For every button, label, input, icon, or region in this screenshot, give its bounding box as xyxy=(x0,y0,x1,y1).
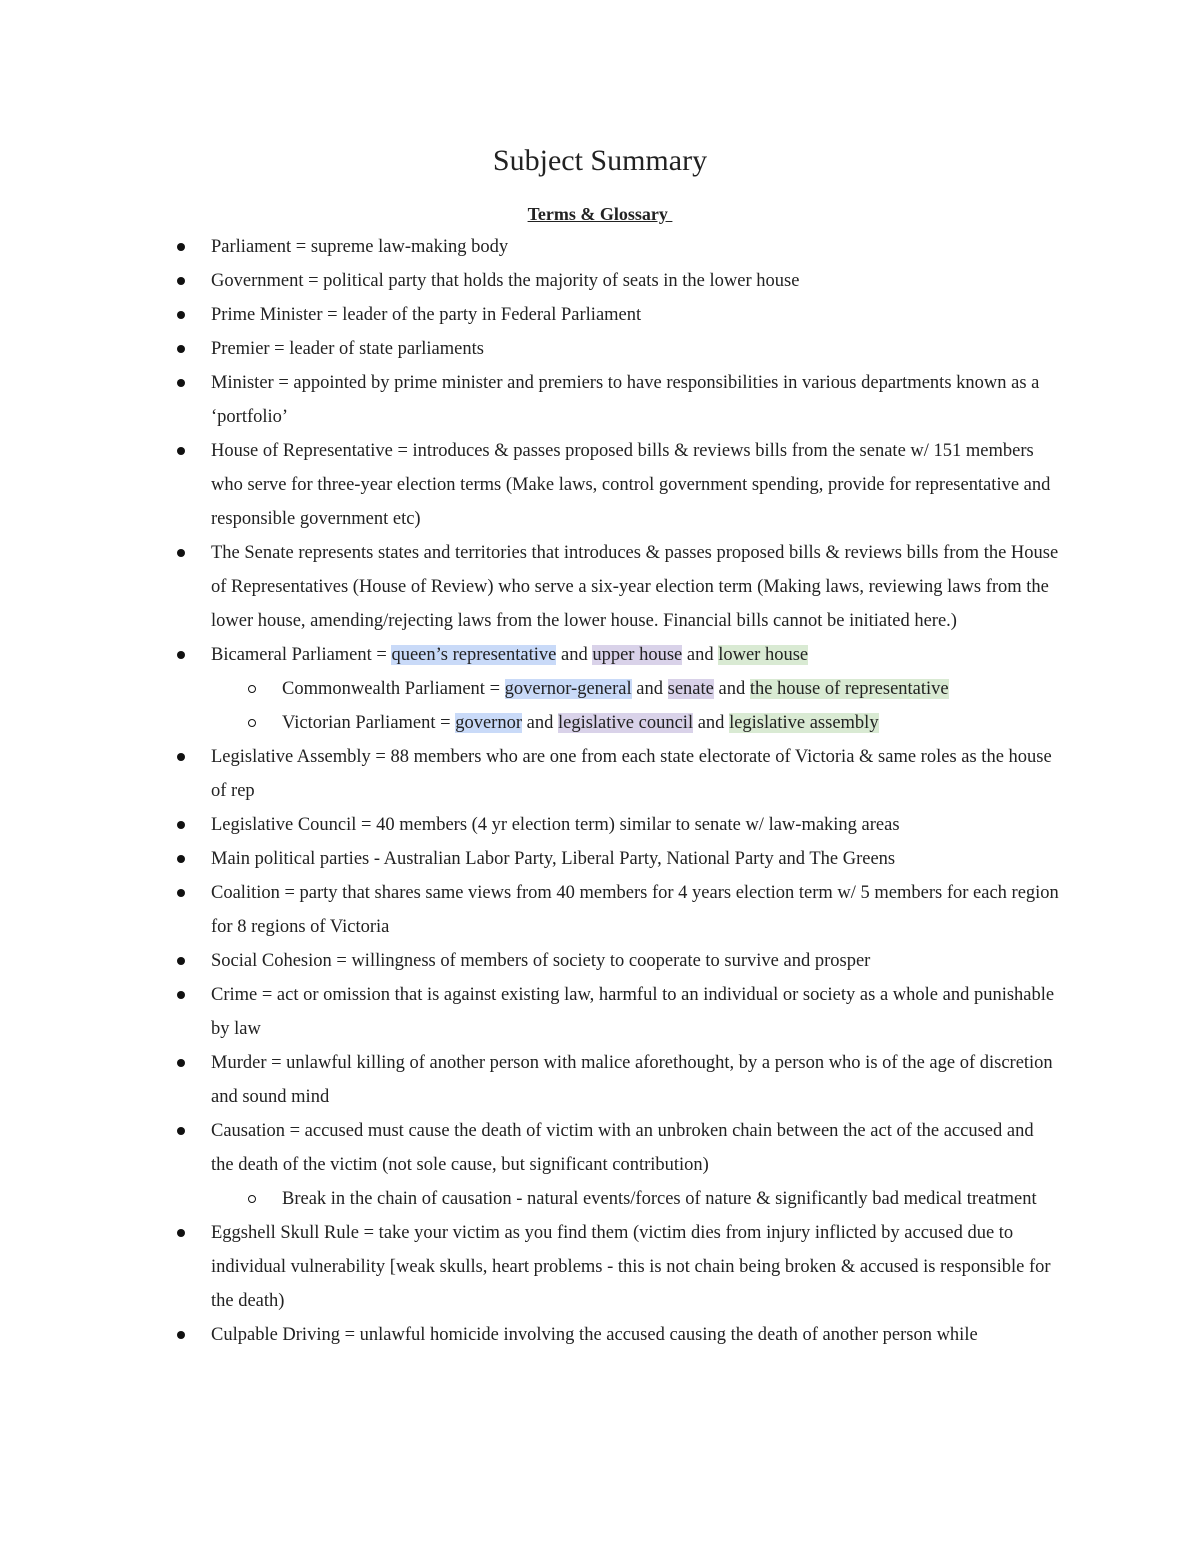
list-item xyxy=(0,1216,1200,1318)
bullet-icon xyxy=(177,1229,185,1237)
highlight-green: legislative assembly xyxy=(729,713,879,733)
conjunction: and xyxy=(682,645,719,665)
conjunction: and xyxy=(556,645,593,665)
hollow-bullet-icon xyxy=(248,1195,256,1203)
list-item xyxy=(0,332,1200,366)
item-text: Parliament = supreme law-making body xyxy=(211,237,509,257)
conjunction: and xyxy=(522,713,558,733)
bullet-icon xyxy=(177,243,185,251)
section-heading: Terms & Glossary xyxy=(527,204,673,224)
list-item xyxy=(0,944,1200,978)
highlight-purple: upper house xyxy=(592,645,683,665)
item-text: Causation = accused must cause the death of victim with an unbroken chain between the act of the accused and the death of the victim (not sole cause, but significant contribution) xyxy=(211,1121,1034,1175)
list-item xyxy=(0,978,1200,1046)
list-item xyxy=(0,536,1200,638)
conjunction: and xyxy=(713,679,750,699)
list-item xyxy=(0,1046,1200,1114)
bullet-icon xyxy=(177,345,185,353)
sub-item-causation xyxy=(0,1182,1200,1216)
list-item xyxy=(0,434,1200,536)
list-item xyxy=(0,230,1200,264)
list-item xyxy=(0,1318,1200,1352)
highlight-purple: senate xyxy=(667,679,714,699)
list-item-bicameral xyxy=(0,638,1200,672)
bullet-icon xyxy=(177,855,185,863)
sub-item-victorian xyxy=(0,706,1200,740)
list-item xyxy=(0,808,1200,842)
item-text: Break in the chain of causation - natural events/forces of nature & significantly bad medical treatment xyxy=(282,1189,1037,1209)
hollow-bullet-icon xyxy=(248,719,256,727)
bullet-icon xyxy=(177,311,185,319)
item-text: Premier = leader of state parliaments xyxy=(211,339,484,359)
bullet-icon xyxy=(177,379,185,387)
item-text: Murder = unlawful killing of another person with malice aforethought, by a person who is of the age of discretion and sound mind xyxy=(211,1053,1053,1107)
item-text: Prime Minister = leader of the party in Federal Parliament xyxy=(211,305,642,325)
list-item xyxy=(0,264,1200,298)
item-text: Crime = act or omission that is against existing law, harmful to an individual or society as a whole and punishable by law xyxy=(211,985,1055,1039)
item-text: The Senate represents states and territories that introduces & passes proposed bills & reviews bills from the House of Representatives (House of Review) who serve a six-year election term (Making laws, reviewing laws from the lower house, amending/rejecting laws from the lower house. Financial bills cannot be initiated here.) xyxy=(211,543,1059,631)
highlight-blue: governor xyxy=(455,713,522,733)
item-text: Culpable Driving = unlawful homicide involving the accused causing the death of another person while xyxy=(211,1325,978,1345)
highlight-blue: governor-general xyxy=(504,679,632,699)
list-item xyxy=(0,366,1200,434)
highlight-green: the house of representative xyxy=(749,679,949,699)
item-text: Eggshell Skull Rule = take your victim as you find them (victim dies from injury inflicted by accused due to individual vulnerability [weak skulls, heart problems - this is not chain being broken & accused is responsible for the death) xyxy=(211,1223,1051,1311)
item-text: Bicameral Parliament = xyxy=(211,645,392,665)
highlight-blue: queen’s representative xyxy=(391,645,557,665)
item-text: Commonwealth Parliament = xyxy=(282,679,505,699)
item-text: Coalition = party that shares same views from 40 members for 4 years election term w/ 5 members for each region for 8 regions of Victoria xyxy=(211,883,1059,937)
bullet-icon xyxy=(177,651,185,659)
bullet-icon xyxy=(177,889,185,897)
item-text: Minister = appointed by prime minister and premiers to have responsibilities in various departments known as a ‘portfolio’ xyxy=(211,373,1040,427)
bullet-icon xyxy=(177,549,185,557)
list-item xyxy=(0,1114,1200,1182)
highlight-green: lower house xyxy=(718,645,809,665)
hollow-bullet-icon xyxy=(248,685,256,693)
bullet-icon xyxy=(177,821,185,829)
bullet-icon xyxy=(177,277,185,285)
bullet-icon xyxy=(177,447,185,455)
bullet-icon xyxy=(177,991,185,999)
bullet-icon xyxy=(177,957,185,965)
bullet-icon xyxy=(177,753,185,761)
highlight-purple: legislative council xyxy=(557,713,694,733)
item-text: House of Representative = introduces & passes proposed bills & reviews bills from the senate w/ 151 members who serve for three-year election terms (Make laws, control government spending, provide for representative and responsible government etc) xyxy=(211,441,1051,529)
page-title: Subject Summary xyxy=(492,144,708,177)
bullet-icon xyxy=(177,1059,185,1067)
conjunction: and xyxy=(693,713,730,733)
item-text: Government = political party that holds the majority of seats in the lower house xyxy=(211,271,800,291)
glossary-list xyxy=(0,230,1200,1352)
list-item xyxy=(0,876,1200,944)
item-text: Main political parties - Australian Labor Party, Liberal Party, National Party and The Greens xyxy=(211,849,896,869)
bullet-icon xyxy=(177,1127,185,1135)
conjunction: and xyxy=(631,679,668,699)
list-item xyxy=(0,740,1200,808)
list-item xyxy=(0,298,1200,332)
list-item xyxy=(0,842,1200,876)
item-text: Legislative Assembly = 88 members who are one from each state electorate of Victoria & same roles as the house of rep xyxy=(211,747,1052,801)
sub-item-commonwealth xyxy=(0,672,1200,706)
bullet-icon xyxy=(177,1331,185,1339)
item-text: Legislative Council = 40 members (4 yr election term) similar to senate w/ law-making areas xyxy=(211,815,900,835)
item-text: Victorian Parliament = xyxy=(282,713,456,733)
item-text: Social Cohesion = willingness of members of society to cooperate to survive and prosper xyxy=(211,951,871,971)
